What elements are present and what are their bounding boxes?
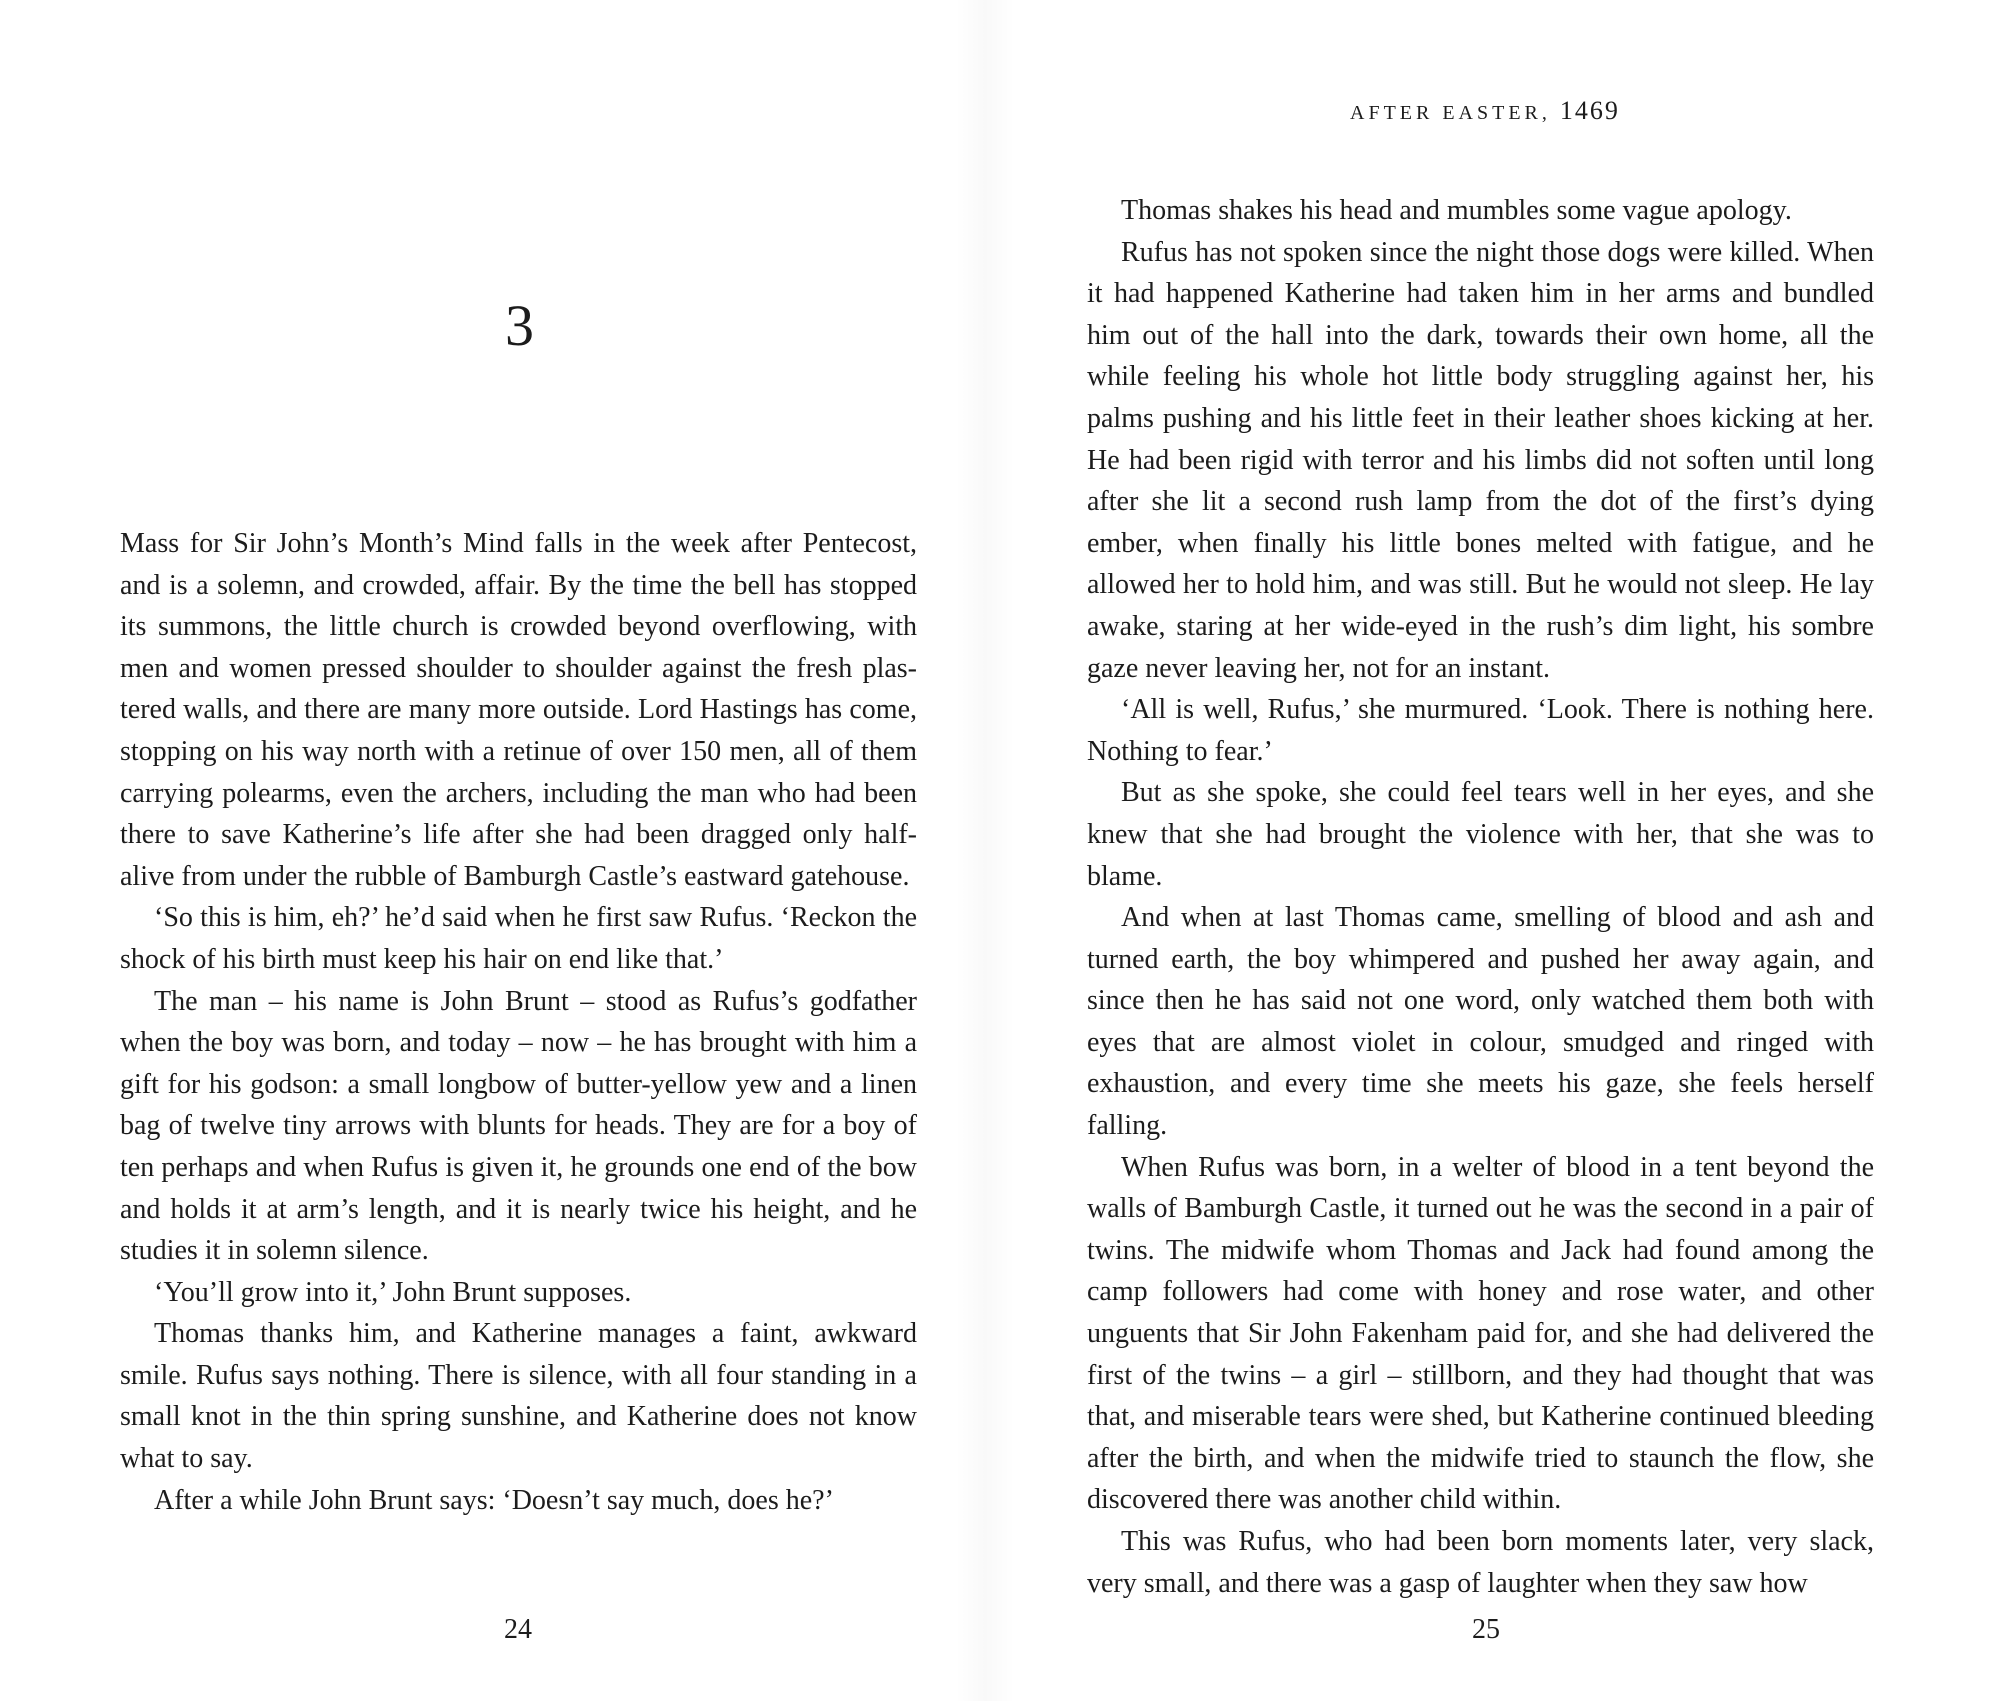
paragraph: When Rufus was born, in a welter of blood in a tent beyond the walls of Bamburgh Castle, it turned out he was the second in a pair of twins. The midwife whom Thomas and Jack had found among the camp followers had come with honey and rose water, and other unguents that Sir John Fakenham paid for, and she had delivered the first of the twins – a girl – stillborn, and they had thought that was that, and miserable tears were shed, but Katherine continued bleeding after the birth, and when the midwife tried to staunch the flow, she discovered there was another child within. [1087, 1151, 1874, 1516]
running-head-year: 1469 [1559, 96, 1620, 125]
paragraph: And when at last Thomas came, smelling of blood and ash and turned earth, the boy whimpered and pushed her away again, and since then he has said not one word, only watched them both with eyes that are almost violet in colour, smudged and ringed with exhaustion, and every time she meets his gaze, she feels herself falling. [1087, 902, 1874, 1142]
left-page-body [120, 523, 917, 1521]
paragraph: Mass for Sir John’s Month’s Mind falls in the week after Pentecost, and is a solemn, and crowded, affair. By the time the bell has stopped its summons, the little church is crowded beyond overflowing, with men and women pressed shoulder to shoulder against the fresh plastered walls, and there are many more outside. Lord Hastings has come, stopping on his way north with a retinue of over 150 men, all of them carrying polearms, even the archers, including the man who had been there to save Katherine’s life after she had been dragged only half-alive from under the rubble of Bamburgh Castle’s eastward gatehouse. [120, 528, 917, 892]
running-head-title: AFTER EASTER, [1350, 102, 1551, 124]
paragraph: This was Rufus, who had been born moments later, very slack, very small, and there was a gasp of laughter when they saw how [1087, 1526, 1874, 1599]
page-number: 24 [504, 1614, 532, 1645]
paragraph: Rufus has not spoken since the night those dogs were killed. When it had happened Katherine had taken him in her arms and bundled him out of the hall into the dark, towards their own home, all the while feeling his whole hot little body struggling against her, his palms pushing and his little feet in their leather shoes kicking at her. He had been rigid with terror and his limbs did not soften until long after she lit a second rush lamp from the dot of the first’s dying ember, when finally his little bones melted with fatigue, and he allowed her to hold him, and was still. But he would not sleep. He lay awake, staring at her wide-eyed in the rush’s dim light, his sombre gaze never leaving her, not for an instant. [1087, 236, 1874, 684]
page-number: 25 [1472, 1614, 1500, 1645]
paragraph: ‘All is well, Rufus,’ she murmured. ‘Look. There is nothing here. Nothing to fear.’ [1087, 694, 1874, 767]
paragraph: Thomas thanks him, and Katherine manages a faint, awkward smile. Rufus says nothing. There is silence, with all four standing in a small knot in the thin spring sunshine, and Katherine does not know what to say. [120, 1318, 917, 1475]
running-head [1350, 96, 1620, 126]
paragraph: After a while John Brunt says: ‘Doesn’t say much, does he?’ [154, 1484, 834, 1516]
paragraph: ‘So this is him, eh?’ he’d said when he first saw Rufus. ‘Reckon the shock of his birth must keep his hair on end like that.’ [120, 902, 917, 975]
right-page [980, 0, 2000, 1701]
right-page-body [1087, 190, 1874, 1604]
left-page [0, 0, 980, 1701]
paragraph: The man – his name is John Brunt – stood as Rufus’s godfather when the boy was born, and today – now – he has brought with him a gift for his godson: a small longbow of butter-yellow yew and a linen bag of twelve tiny arrows with blunts for heads. They are for a boy of ten perhaps and when Rufus is given it, he grounds one end of the bow and holds it at arm’s length, and it is nearly twice his height, and he studies it in solemn silence. [120, 985, 917, 1267]
paragraph: ‘You’ll grow into it,’ John Brunt supposes. [154, 1276, 632, 1308]
paragraph: Thomas shakes his head and mumbles some vague apology. [1121, 195, 1792, 226]
chapter-number: 3 [505, 293, 534, 358]
paragraph: But as she spoke, she could feel tears well in her eyes, and she knew that she had brought the violence with her, that she was to blame. [1087, 777, 1874, 892]
